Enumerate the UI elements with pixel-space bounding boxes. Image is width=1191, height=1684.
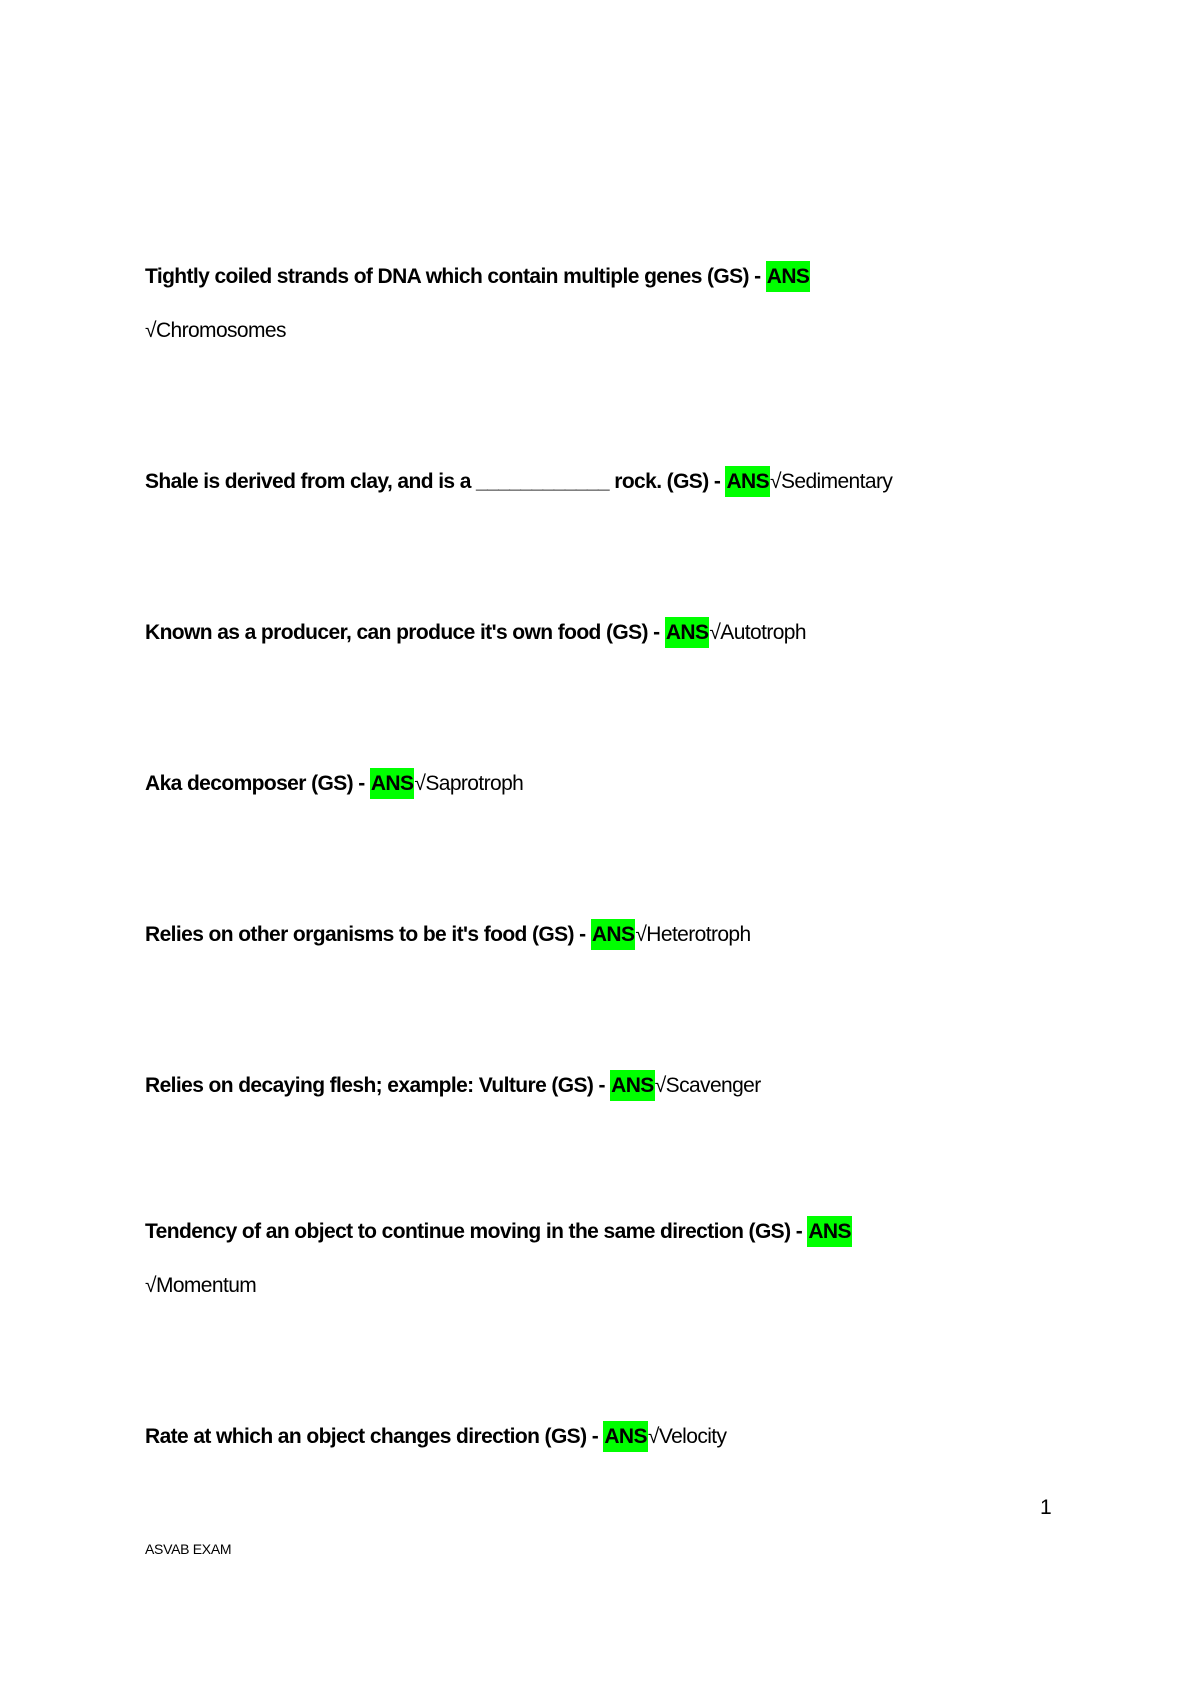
question-text: Aka decomposer (GS) - xyxy=(145,772,370,795)
qa-item-7 xyxy=(145,1215,1065,1302)
qa-item-1 xyxy=(145,260,1065,347)
question-text: Rate at which an object changes direction (GS) - xyxy=(145,1425,604,1448)
ans-highlight: ANS xyxy=(603,1421,648,1452)
check-icon: √ xyxy=(414,772,426,795)
answer-text: Autotroph xyxy=(720,621,806,644)
check-icon: √ xyxy=(635,923,647,946)
qa-item-6 xyxy=(145,1069,1065,1102)
check-icon: √ xyxy=(145,1274,156,1297)
check-icon: √ xyxy=(145,319,156,342)
answer-line xyxy=(145,1269,1065,1302)
question-text: Relies on decaying flesh; example: Vulture (GS) - xyxy=(145,1074,611,1097)
ans-highlight: ANS xyxy=(370,768,415,799)
ans-highlight: ANS xyxy=(725,466,770,497)
answer-text: Heterotroph xyxy=(646,923,751,946)
question-text: Shale is derived from clay, and is a ____________ rock. (GS) - xyxy=(145,470,726,493)
check-icon: √ xyxy=(770,470,781,493)
answer-text: Sedimentary xyxy=(780,470,893,493)
answer-line xyxy=(145,314,1065,347)
answer-text: Momentum xyxy=(155,1274,257,1297)
check-icon: √ xyxy=(647,1425,659,1448)
ans-highlight: ANS xyxy=(766,261,811,292)
ans-highlight: ANS xyxy=(807,1216,852,1247)
page-number: 1 xyxy=(1040,1496,1052,1519)
answer-text: Velocity xyxy=(658,1425,727,1448)
ans-highlight: ANS xyxy=(591,919,636,950)
question-text: Tendency of an object to continue moving in the same direction (GS) - xyxy=(145,1220,808,1243)
ans-highlight: ANS xyxy=(665,617,710,648)
ans-highlight: ANS xyxy=(610,1070,655,1101)
answer-text: Scavenger xyxy=(665,1074,761,1097)
qa-item-3 xyxy=(145,616,1065,649)
question-text: Known as a producer, can produce it's own food (GS) - xyxy=(145,621,665,644)
qa-item-4 xyxy=(145,767,1065,800)
qa-item-2 xyxy=(145,465,1065,498)
qa-item-8 xyxy=(145,1420,1065,1453)
question-text: Relies on other organisms to be it's food (GS) - xyxy=(145,923,591,946)
answer-text: Saprotroph xyxy=(425,772,524,795)
qa-item-5 xyxy=(145,918,1065,951)
answer-text: Chromosomes xyxy=(155,319,286,342)
check-icon: √ xyxy=(709,621,721,644)
footer-text: ASVAB EXAM xyxy=(145,1541,232,1557)
question-text: Tightly coiled strands of DNA which contain multiple genes (GS) - xyxy=(145,265,766,288)
check-icon: √ xyxy=(654,1074,666,1097)
